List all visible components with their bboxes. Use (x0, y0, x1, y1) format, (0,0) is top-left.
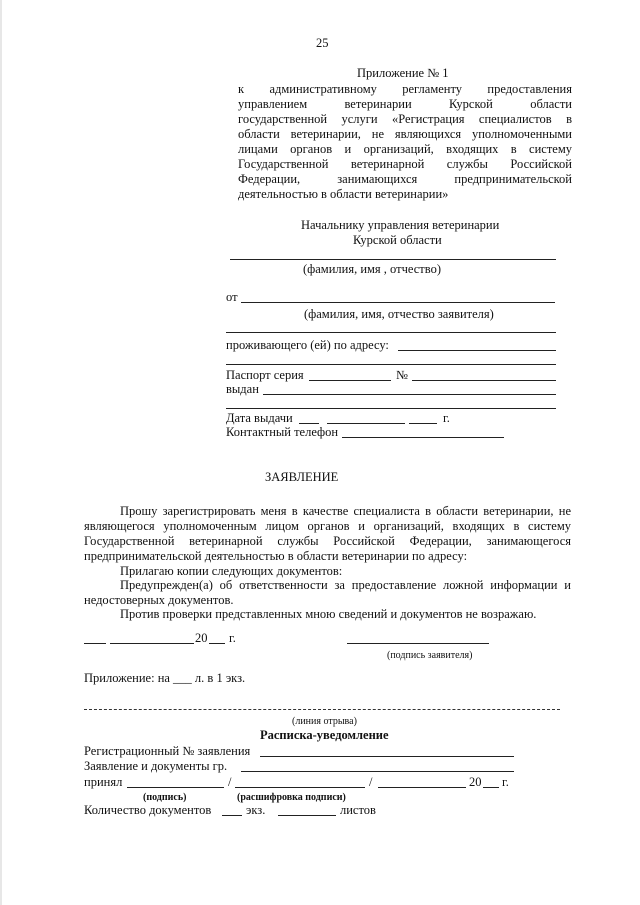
accepted-decode-field[interactable] (235, 787, 365, 788)
statement-paragraph-2: Прилагаю копии следующих документов: (120, 564, 343, 578)
appendix-line: Федерации, занимающихся предпринимательской (238, 172, 572, 186)
receipt-title: Расписка-уведомление (260, 728, 389, 742)
sheets-count-field[interactable] (278, 815, 336, 816)
accepted-label: принял (84, 775, 123, 789)
date-century: 20 (195, 631, 208, 645)
statement-paragraph-4: Против проверки представленных мною сведений и документов не возражаю. (120, 607, 537, 621)
reg-number-field[interactable] (260, 756, 514, 757)
receipt-signature-caption: (подпись) (143, 792, 187, 803)
date-year-field[interactable] (209, 643, 225, 644)
appendix-title: Приложение № 1 (357, 66, 449, 80)
statement-title: ЗАЯВЛЕНИЕ (265, 470, 339, 484)
docs-citizen-field[interactable] (241, 771, 514, 772)
statement-line: недостоверных документов. (84, 593, 234, 607)
cut-line (84, 709, 560, 710)
statement-line: предпринимательской деятельностью в области ветеринарии по адресу: (84, 549, 468, 563)
address-field-2[interactable] (226, 364, 556, 365)
issue-month-field[interactable] (327, 423, 405, 424)
phone-field[interactable] (342, 437, 504, 438)
appendix-line: области ветеринарии, не являющихся уполномоченными (238, 127, 572, 141)
statement-line: Государственной ветеринарной службы Российской Федерации, занимающегося (84, 534, 571, 548)
addressee-line1: Начальнику управления ветеринарии (301, 218, 500, 232)
docs-label: Заявление и документы гр. (84, 759, 228, 773)
statement-paragraph-3 (84, 578, 571, 608)
receipt-date-suffix: г. (502, 775, 509, 789)
slash-1: / (228, 775, 232, 789)
doc-count-label: Количество документов (84, 803, 212, 817)
reg-number-label: Регистрационный № заявления (84, 744, 251, 758)
passport-number-field[interactable] (412, 380, 556, 381)
issue-year-suffix: г. (443, 411, 450, 425)
statement-paragraph-1 (84, 504, 571, 564)
appendix-line: деятельностью в области ветеринарии» (238, 187, 449, 201)
appendix-line: к административному регламенту предоставления (238, 82, 572, 96)
attachment-note: Приложение: на ___ л. в 1 экз. (84, 671, 246, 685)
issue-year-field[interactable] (409, 423, 437, 424)
appendix-line: лицами органов и организаций, входящих в систему (238, 142, 572, 156)
applicant-fio-caption: (фамилия, имя, отчество заявителя) (304, 307, 494, 321)
date-month-field[interactable] (110, 643, 194, 644)
date-suffix: г. (229, 631, 236, 645)
addressee-line2: Курской области (353, 233, 442, 247)
number-label: № (396, 368, 408, 382)
addressee-fio-caption: (фамилия, имя , отчество) (303, 262, 441, 276)
date-day-field[interactable] (84, 643, 106, 644)
page-edge (0, 0, 2, 905)
doc-count-field[interactable] (222, 815, 242, 816)
copies-label: экз. (246, 803, 266, 817)
applicant-signature-field[interactable] (347, 643, 489, 644)
addressee-fio-field[interactable] (230, 259, 556, 260)
receipt-decode-caption: (расшифровка подписи) (237, 792, 346, 803)
sheets-label: листов (340, 803, 376, 817)
statement-line: являющегося уполномоченным лицом органов и организаций, входящих в систему (84, 519, 571, 533)
issue-day-field[interactable] (299, 423, 319, 424)
accepted-date-field[interactable] (378, 787, 466, 788)
address-field[interactable] (398, 350, 556, 351)
statement-line: Прошу зарегистрировать меня в качестве специалиста в области ветеринарии, не (120, 504, 571, 518)
receipt-date-year-field[interactable] (483, 787, 499, 788)
appendix-text (238, 82, 572, 202)
accepted-signature-field[interactable] (127, 787, 224, 788)
issued-field[interactable] (263, 394, 556, 395)
statement-line: Предупрежден(а) об ответственности за предоставление ложной информации и (120, 578, 571, 592)
applicant-extra-line[interactable] (226, 332, 556, 333)
appendix-line: управлением ветеринарии Курской области (238, 97, 572, 111)
issue-date-label: Дата выдачи (226, 411, 293, 425)
applicant-fio-field[interactable] (241, 302, 555, 303)
receipt-date-century: 20 (469, 775, 482, 789)
phone-label: Контактный телефон (226, 425, 339, 439)
issued-label: выдан (226, 382, 259, 396)
slash-2: / (369, 775, 373, 789)
signature-caption: (подпись заявителя) (387, 650, 473, 661)
cut-caption: (линия отрыва) (292, 716, 357, 727)
address-label: проживающего (ей) по адресу: (226, 338, 389, 352)
appendix-line: государственной услуги «Регистрация специалистов в (238, 112, 572, 126)
from-label: от (226, 290, 238, 304)
passport-label: Паспорт серия (226, 368, 304, 382)
appendix-line: Государственной ветеринарной службы Российской (238, 157, 572, 171)
page-number: 25 (316, 36, 329, 50)
passport-series-field[interactable] (309, 380, 391, 381)
issued-field-2[interactable] (226, 408, 556, 409)
